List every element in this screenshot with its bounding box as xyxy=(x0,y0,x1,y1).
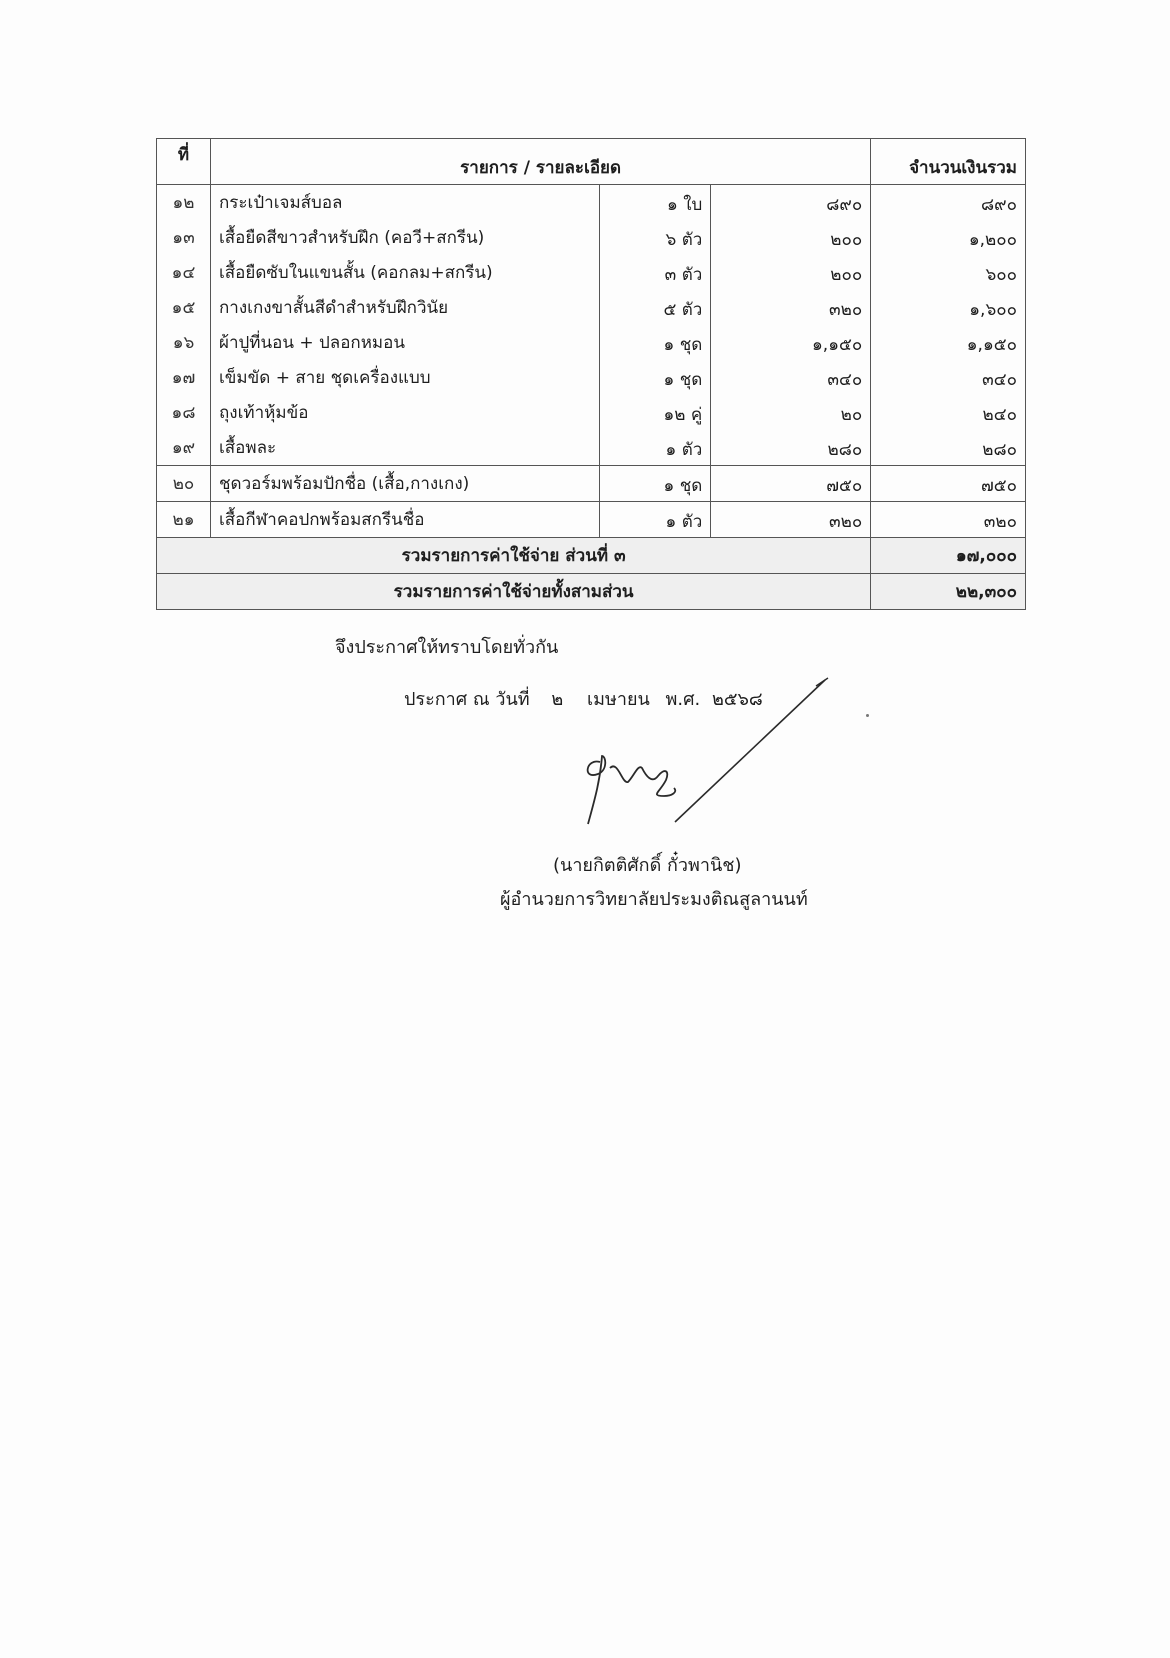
row-number: ๑๓ xyxy=(157,220,211,255)
date-month: เมษายน xyxy=(586,689,650,710)
row-number: ๒๐ xyxy=(157,466,211,502)
row-number: ๑๔ xyxy=(157,255,211,290)
row-quantity: ๑๒ คู่ xyxy=(600,395,711,430)
row-item: กางเกงขาสั้นสีดำสำหรับฝึกวินัย xyxy=(211,290,600,325)
row-total: ๓๔๐ xyxy=(871,360,1026,395)
row-total: ๑,๖๐๐ xyxy=(871,290,1026,325)
row-item: ผ้าปูที่นอน + ปลอกหมอน xyxy=(211,325,600,360)
row-quantity: ๑ ชุด xyxy=(600,325,711,360)
table-row xyxy=(157,255,1026,290)
signer-title: ผู้อำนวยการวิทยาลัยประมงติณสูลานนท์ xyxy=(500,889,808,910)
row-quantity: ๖ ตัว xyxy=(600,220,711,255)
row-unit-price: ๑,๑๕๐ xyxy=(711,325,871,360)
row-quantity: ๑ ชุด xyxy=(600,360,711,395)
date-prefix: ประกาศ ณ วันที่ xyxy=(404,689,530,710)
date-year: ๒๕๖๘ xyxy=(712,689,763,710)
row-unit-price: ๓๔๐ xyxy=(711,360,871,395)
expense-table xyxy=(156,138,1026,610)
row-unit-price: ๒๘๐ xyxy=(711,430,871,466)
row-item: ถุงเท้าหุ้มข้อ xyxy=(211,395,600,430)
row-unit-price: ๘๙๐ xyxy=(711,185,871,221)
summary-row-all xyxy=(157,574,1026,610)
row-total: ๗๕๐ xyxy=(871,466,1026,502)
row-quantity: ๑ ชุด xyxy=(600,466,711,502)
row-total: ๖๐๐ xyxy=(871,255,1026,290)
row-total: ๓๒๐ xyxy=(871,502,1026,538)
row-total: ๑,๑๕๐ xyxy=(871,325,1026,360)
row-item: เสื้อยืดสีขาวสำหรับฝึก (คอวี+สกรีน) xyxy=(211,220,600,255)
row-unit-price: ๓๒๐ xyxy=(711,290,871,325)
table-row xyxy=(157,466,1026,502)
header-item: รายการ / รายละเอียด xyxy=(211,139,871,185)
table-body xyxy=(157,185,1026,538)
scan-speck xyxy=(866,714,869,717)
date-day: ๒ xyxy=(551,689,564,710)
table-row xyxy=(157,325,1026,360)
summary-label: รวมรายการค่าใช้จ่ายทั้งสามส่วน xyxy=(157,574,871,610)
table-row xyxy=(157,395,1026,430)
row-number: ๑๕ xyxy=(157,290,211,325)
summary-value: ๑๗,๐๐๐ xyxy=(871,538,1026,574)
handwritten-signature-icon xyxy=(580,672,840,842)
table-row xyxy=(157,185,1026,221)
table-row xyxy=(157,502,1026,538)
row-unit-price: ๒๐๐ xyxy=(711,220,871,255)
table-row xyxy=(157,360,1026,395)
row-total: ๒๔๐ xyxy=(871,395,1026,430)
row-item: เสื้อกีฬาคอปกพร้อมสกรีนชื่อ xyxy=(211,502,600,538)
header-total: จำนวนเงินรวม xyxy=(871,139,1026,185)
row-item: เข็มขัด + สาย ชุดเครื่องแบบ xyxy=(211,360,600,395)
row-unit-price: ๒๐ xyxy=(711,395,871,430)
row-unit-price: ๗๕๐ xyxy=(711,466,871,502)
row-unit-price: ๓๒๐ xyxy=(711,502,871,538)
row-item: เสื้อยืดซับในแขนสั้น (คอกลม+สกรีน) xyxy=(211,255,600,290)
row-quantity: ๕ ตัว xyxy=(600,290,711,325)
summary-row-part3 xyxy=(157,538,1026,574)
row-number: ๑๒ xyxy=(157,185,211,221)
row-quantity: ๑ ใบ xyxy=(600,185,711,221)
summary-label: รวมรายการค่าใช้จ่าย ส่วนที่ ๓ xyxy=(157,538,871,574)
table-header-row xyxy=(157,139,1026,185)
summary-value: ๒๒,๓๐๐ xyxy=(871,574,1026,610)
row-number: ๑๙ xyxy=(157,430,211,466)
table-row xyxy=(157,220,1026,255)
row-quantity: ๑ ตัว xyxy=(600,502,711,538)
row-item: กระเป๋าเจมส์บอล xyxy=(211,185,600,221)
row-item: ชุดวอร์มพร้อมปักชื่อ (เสื้อ,กางเกง) xyxy=(211,466,600,502)
row-number: ๒๑ xyxy=(157,502,211,538)
row-total: ๑,๒๐๐ xyxy=(871,220,1026,255)
date-era: พ.ศ. xyxy=(665,689,701,710)
row-number: ๑๖ xyxy=(157,325,211,360)
row-number: ๑๘ xyxy=(157,395,211,430)
table-row xyxy=(157,290,1026,325)
row-quantity: ๓ ตัว xyxy=(600,255,711,290)
signer-name: (นายกิตติศักดิ์ กั๋วพานิช) xyxy=(553,855,742,876)
row-unit-price: ๒๐๐ xyxy=(711,255,871,290)
row-number: ๑๗ xyxy=(157,360,211,395)
row-item: เสื้อพละ xyxy=(211,430,600,466)
table-row xyxy=(157,430,1026,466)
row-quantity: ๑ ตัว xyxy=(600,430,711,466)
row-total: ๘๙๐ xyxy=(871,185,1026,221)
row-total: ๒๘๐ xyxy=(871,430,1026,466)
header-no: ที่ xyxy=(157,139,211,185)
announcement-text: จึงประกาศให้ทราบโดยทั่วกัน xyxy=(335,637,559,658)
